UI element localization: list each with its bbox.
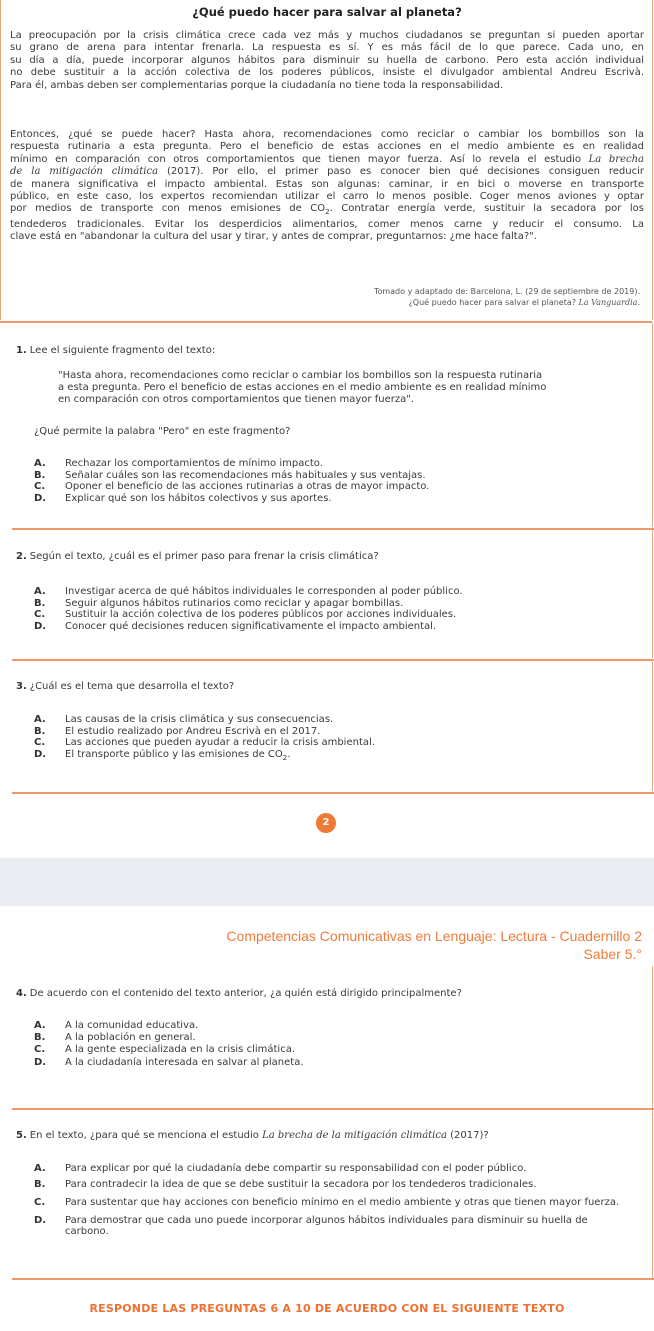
- question-number: 2.: [16, 551, 27, 562]
- question-text: ¿Cuál es el tema que desarrolla el texto?: [29, 681, 235, 692]
- paragraph-line: [10, 203, 644, 218]
- option-letter: C.: [34, 737, 46, 749]
- right-border: [652, 0, 653, 320]
- quote-line: en comparación con otros comportamientos que tienen mayor fuerza".: [58, 394, 414, 406]
- answer-option[interactable]: [34, 726, 634, 738]
- answer-option[interactable]: [34, 458, 634, 470]
- source-article: ¿Qué puedo hacer para salvar el planeta?: [408, 297, 576, 307]
- grade-header: Saber 5.°: [583, 946, 642, 962]
- option-text: Explicar qué son los hábitos colectivos y sus aportes.: [65, 492, 332, 504]
- paragraph-line: público, en este caso, los expertos recomiendan utilizar el carro lo menos posible. Coger menos aviones y optar: [10, 191, 644, 203]
- option-letter: B.: [34, 1179, 46, 1190]
- option-letter: C.: [34, 609, 46, 621]
- answer-option[interactable]: [34, 598, 634, 610]
- question-text: De acuerdo con el contenido del texto anterior, ¿a quién está dirigido principalmente?: [29, 988, 462, 999]
- paragraph-2: [10, 129, 644, 244]
- option-letter: B.: [34, 597, 46, 609]
- answer-option[interactable]: [34, 1032, 634, 1044]
- study-title: de la mitigación climática: [10, 166, 159, 178]
- answer-option[interactable]: [34, 1215, 634, 1238]
- option-letter: A.: [34, 1163, 46, 1174]
- option-text: Rechazar los comportamientos de mínimo impacto.: [65, 458, 323, 469]
- option-text: [65, 749, 290, 761]
- divider: [12, 528, 654, 530]
- option-letter: D.: [34, 620, 47, 632]
- booklet-header: Competencias Comunicativas en Lenguaje: Lectura - Cuadernillo 2: [226, 928, 642, 944]
- option-letter: C.: [34, 1044, 46, 1056]
- option-text: Para contradecir la idea de que se debe sustituir la secadora por los tendederos tradicionales.: [65, 1179, 537, 1190]
- co2-subscript: 2: [325, 208, 330, 217]
- right-border: [652, 530, 653, 658]
- question-number: 5.: [16, 1130, 27, 1141]
- question-text: En el texto, ¿para qué se menciona el estudio: [29, 1130, 259, 1141]
- page-2: [0, 906, 654, 1331]
- divider: [12, 792, 654, 794]
- right-border: [652, 966, 653, 1108]
- option-text: A la ciudadanía interesada en salvar al planeta.: [65, 1056, 304, 1068]
- paragraph-line: [10, 154, 644, 166]
- paragraph-1: [10, 30, 644, 92]
- question-text-end: (2017)?: [450, 1130, 489, 1141]
- option-letter: A.: [34, 458, 46, 469]
- question-1-prompt: ¿Qué permite la palabra "Pero" en este fragmento?: [34, 426, 291, 437]
- option-text: Para demostrar que cada uno puede incorporar algunos hábitos individuales para disminuir su huella de carbono.: [65, 1214, 588, 1238]
- answer-option[interactable]: [34, 481, 634, 493]
- option-letter: A.: [34, 1020, 46, 1031]
- option-text: Las causas de la crisis climática y sus consecuencias.: [65, 714, 334, 725]
- answer-option[interactable]: [34, 621, 634, 633]
- option-text: El estudio realizado por Andreu Escrivà en el 2017.: [65, 725, 321, 737]
- right-border: [652, 1110, 653, 1278]
- answer-option[interactable]: [34, 1197, 634, 1209]
- option-letter: C.: [34, 1197, 46, 1208]
- answer-option[interactable]: [34, 586, 634, 598]
- option-text: A la población en general.: [65, 1032, 196, 1044]
- question-5-options: [34, 1163, 634, 1238]
- study-title: La brecha: [588, 153, 644, 165]
- source-line: Tomado y adaptado de: Barcelona, L. (29 de septiembre de 2019).: [373, 287, 640, 296]
- answer-option[interactable]: [34, 1044, 634, 1056]
- paragraph-text: (2017). Por ello, el primer paso es conocer bien qué decisiones consiguen reducir: [166, 166, 644, 178]
- divider: [12, 659, 654, 661]
- source-citation: [374, 287, 640, 308]
- option-letter: D.: [34, 748, 47, 760]
- paragraph-line: respuesta rutinaria a esta pregunta. Pero el beneficio de estas acciones en el medio ambiente es en realidad: [10, 141, 644, 153]
- study-title: La brecha de la mitigación climática: [262, 1130, 447, 1141]
- option-letter: A.: [34, 714, 46, 725]
- option-text: A la comunidad educativa.: [65, 1020, 199, 1031]
- co2-subscript: 2: [282, 753, 288, 762]
- question-number: 3.: [16, 681, 27, 692]
- paragraph-text: por medios de transporte con menos emisiones de CO: [10, 203, 326, 215]
- answer-option[interactable]: [34, 749, 634, 761]
- paragraph-line: Para él, ambas deben ser complementarias porque la ciudadanía no tiene toda la responsabilidad.: [10, 79, 504, 91]
- paragraph-line: clave está en "abandonar la cultura del usar y tirar, y antes de comprar, preguntarnos: ¿me hace falta?".: [10, 231, 537, 243]
- question-4-options: [34, 1020, 634, 1069]
- option-text: Sustituir la acción colectiva de los poderes públicos por acciones individuales.: [65, 609, 457, 621]
- question-3-options: [34, 714, 634, 760]
- answer-option[interactable]: [34, 1057, 634, 1069]
- option-letter: C.: [34, 481, 46, 493]
- answer-option[interactable]: [34, 714, 634, 726]
- paragraph-line: La preocupación por la crisis climática crece cada vez más y muchos ciudadanos se preguntan si pueden aportar: [10, 30, 644, 41]
- answer-option[interactable]: [34, 493, 634, 505]
- option-text: Conocer qué decisiones reducen significativamente el impacto ambiental.: [65, 620, 437, 632]
- option-text: Oponer el beneficio de las acciones rutinarias a otras de mayor impacto.: [65, 481, 430, 493]
- option-letter: B.: [34, 1032, 46, 1044]
- question-2: [16, 551, 640, 562]
- paragraph-line: tendederos tradicionales. Evitar los desperdicios alimentarios, comer menos carne y reducir el consumo. La: [10, 218, 644, 230]
- source-publication: La Vanguardia.: [578, 297, 640, 307]
- option-text: Seguir algunos hábitos rutinarios como reciclar y apagar bombillas.: [65, 597, 404, 609]
- section-instruction: RESPONDE LAS PREGUNTAS 6 A 10 DE ACUERDO CON EL SIGUIENTE TEXTO: [89, 1302, 565, 1315]
- paragraph-line: no debe sustituir a la acción colectiva de los poderes públicos, insiste el divulgador ambiental Andreu Escrivà.: [10, 67, 644, 79]
- option-letter: B.: [34, 469, 46, 481]
- paragraph-line: Entonces, ¿qué se puede hacer? Hasta ahora, recomendaciones como reciclar o cambiar los bombillos son la: [10, 129, 644, 140]
- option-letter: A.: [34, 586, 46, 597]
- quote-line: "Hasta ahora, recomendaciones como reciclar o cambiar los bombillos son la respuesta rutinaria: [58, 370, 543, 381]
- question-2-options: [34, 586, 634, 632]
- option-text-end: .: [287, 748, 291, 760]
- paragraph-line: su grano de arena para intentar frenarla. La respuesta es sí. Y es más fácil de lo que parece. Cada uno, en: [10, 42, 644, 54]
- option-letter: D.: [34, 1214, 47, 1226]
- question-5: [16, 1130, 640, 1141]
- answer-option[interactable]: [34, 737, 634, 749]
- divider: [0, 321, 652, 323]
- paragraph-line: [10, 166, 644, 178]
- answer-option[interactable]: [34, 1020, 634, 1032]
- paragraph-line: su día a día, puede incorporar algunos hábitos para disminuir su huella de carbono. Pero esta acción individual: [10, 54, 644, 66]
- right-border: [652, 661, 653, 791]
- option-text: Para explicar por qué la ciudadanía debe compartir su responsabilidad con el poder público.: [65, 1163, 527, 1174]
- source-line: [374, 298, 640, 309]
- question-3: [16, 681, 640, 692]
- question-4: [16, 988, 640, 999]
- option-letter: B.: [34, 725, 46, 737]
- option-text: Investigar acerca de qué hábitos individuales le corresponden al poder público.: [65, 586, 463, 597]
- answer-option[interactable]: [34, 1163, 634, 1179]
- text-title: ¿Qué puedo hacer para salvar al planeta?: [192, 5, 462, 19]
- answer-option[interactable]: [34, 609, 634, 621]
- paragraph-line: de manera significativa el impacto ambiental. Estas son algunas: caminar, ir en bici o moverse en transporte: [10, 178, 644, 190]
- answer-option[interactable]: [34, 470, 634, 482]
- question-1-quote: [58, 370, 638, 407]
- paragraph-text: . Contratar energía verde, sustituir la secadora por los: [329, 203, 644, 215]
- page-number-badge: 2: [316, 813, 336, 833]
- quote-line: a esta pregunta. Pero el beneficio de estas acciones en el medio ambiente es en realidad mínimo: [58, 382, 547, 394]
- question-text: Según el texto, ¿cuál es el primer paso para frenar la crisis climática?: [29, 551, 379, 562]
- option-text-main: El transporte público y las emisiones de CO: [65, 748, 283, 760]
- option-letter: D.: [34, 1056, 47, 1068]
- option-text: A la gente especializada en la crisis climática.: [65, 1044, 295, 1056]
- option-text: Las acciones que pueden ayudar a reducir la crisis ambiental.: [65, 737, 375, 749]
- page-gap: [0, 858, 654, 906]
- question-number: 4.: [16, 988, 27, 999]
- question-text: Lee el siguiente fragmento del texto:: [29, 345, 216, 356]
- divider: [12, 1278, 654, 1280]
- right-border: [652, 323, 653, 527]
- option-text: Señalar cuáles son las recomendaciones más habituales y sus ventajas.: [65, 469, 426, 481]
- question-1: [16, 345, 640, 356]
- left-border: [0, 0, 1, 320]
- option-text: Para sustentar que hay acciones con beneficio mínimo en el medio ambiente y otras que tienen mayor fuerza.: [65, 1197, 620, 1208]
- paragraph-text: mínimo en comparación con otros comportamientos que tienen mayor fuerza. Así lo revela el estudio: [10, 153, 581, 165]
- answer-option[interactable]: [34, 1179, 634, 1197]
- question-number: 1.: [16, 345, 27, 356]
- question-1-options: [34, 458, 634, 504]
- option-letter: D.: [34, 492, 47, 504]
- divider: [12, 1108, 654, 1110]
